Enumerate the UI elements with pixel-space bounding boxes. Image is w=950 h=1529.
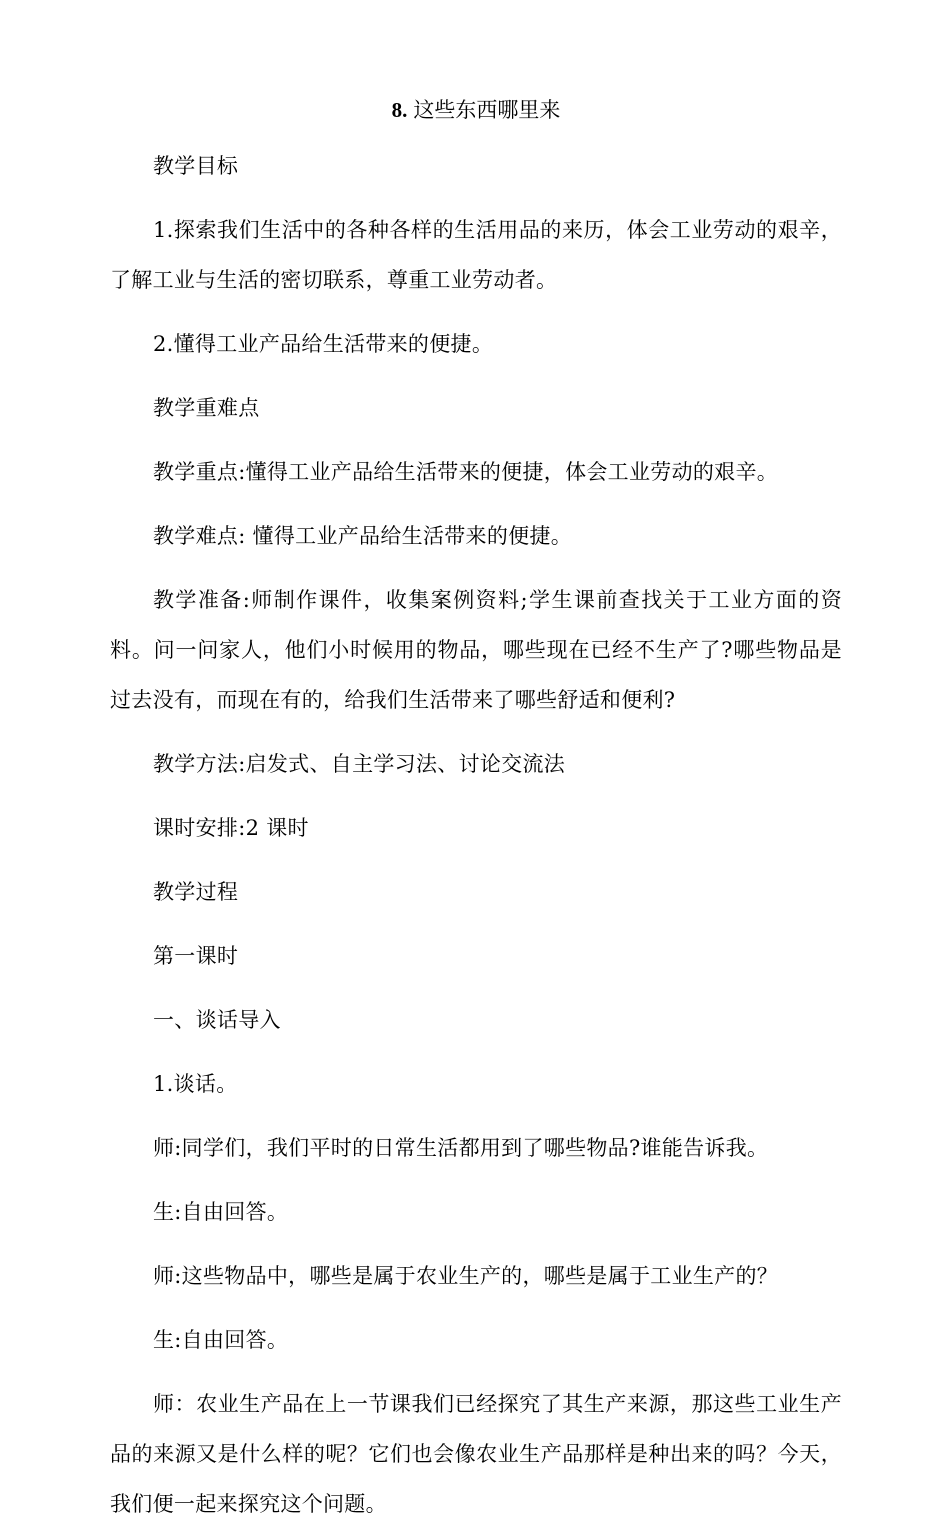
dialogue-teacher-3: 师：农业生产品在上一节课我们已经探究了其生产来源，那这些工业生产品的来源又是什么样的呢？它们也会像农业生产品那样是种出来的吗？今天，我们便一起来探究这个问题。 — [110, 1392, 842, 1516]
teaching-method: 教学方法:启发式、自主学习法、讨论交流法 — [153, 752, 566, 776]
difficult-point: 教学难点: 懂得工业产品给生活带来的便捷。 — [153, 524, 573, 548]
section-introduction: 一、谈话导入 — [153, 1008, 281, 1032]
goal-item-1: 1.探索我们生活中的各种各样的生活用品的来历，体会工业劳动的艰辛，了解工业与生活的密切联系，尊重工业劳动者。 — [110, 218, 842, 292]
dialogue-student-2: 生:自由回答。 — [153, 1328, 289, 1352]
heading-teaching-goals: 教学目标 — [153, 154, 239, 178]
heading-key-difficult-points: 教学重难点 — [153, 396, 260, 420]
class-hours: 课时安排:2 课时 — [153, 816, 309, 840]
teaching-preparation: 教学准备:师制作课件，收集案例资料;学生课前查找关于工业方面的资料。问一问家人，他们小时候用的物品，哪些现在已经不生产了?哪些物品是过去没有，而现在有的，给我们生活带来了哪些舒适和便利? — [110, 588, 842, 712]
goal-item-2: 2.懂得工业产品给生活带来的便捷。 — [153, 332, 494, 356]
document-title — [110, 92, 842, 128]
heading-teaching-process: 教学过程 — [153, 880, 239, 904]
dialogue-student-1: 生:自由回答。 — [153, 1200, 289, 1224]
key-point: 教学重点:懂得工业产品给生活带来的便捷，体会工业劳动的艰辛。 — [153, 460, 779, 484]
title-number: 8. — [391, 98, 408, 122]
dialogue-teacher-2: 师:这些物品中，哪些是属于农业生产的，哪些是属于工业生产的？ — [153, 1264, 779, 1288]
heading-first-lesson: 第一课时 — [153, 944, 239, 968]
step-talk: 1.谈话。 — [153, 1072, 238, 1096]
title-text: 这些东西哪里来 — [413, 98, 561, 122]
dialogue-teacher-1: 师:同学们，我们平时的日常生活都用到了哪些物品?谁能告诉我。 — [153, 1136, 769, 1160]
